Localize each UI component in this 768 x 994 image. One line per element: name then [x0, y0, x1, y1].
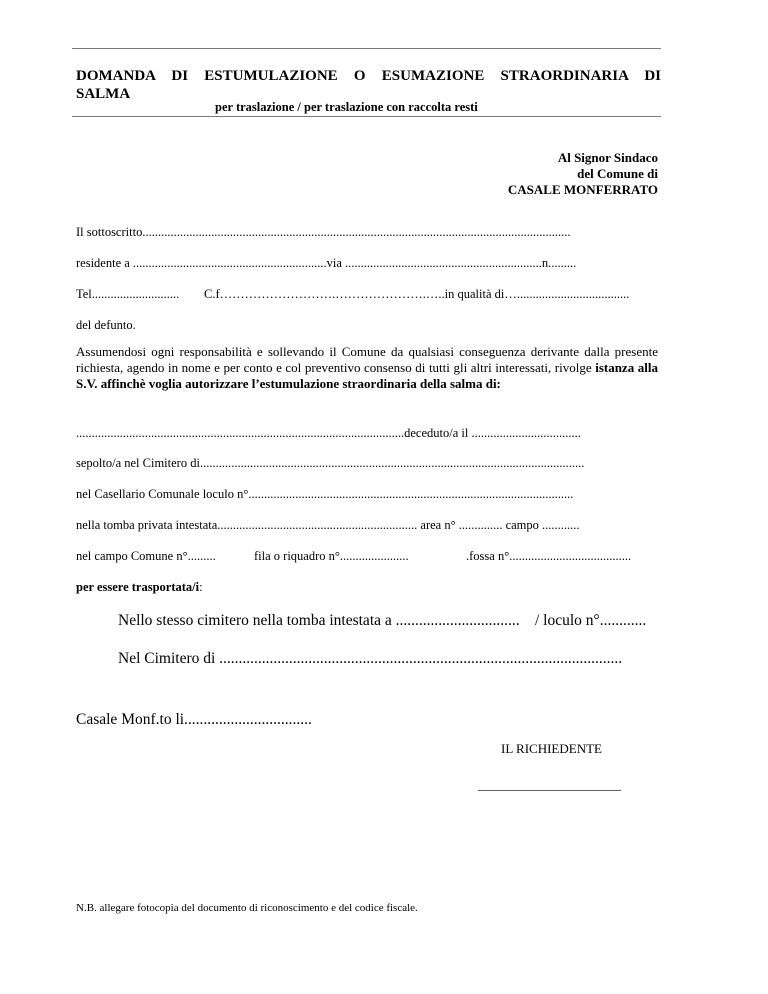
document-subtitle: per traslazione / per traslazione con raccolta resti [215, 100, 478, 114]
field-cf[interactable]: C.f……………………….………………….…..in qualità di….................................... [204, 287, 630, 301]
field-residente[interactable]: residente a ..............................................................via ...............................................................n......... [76, 256, 577, 270]
request-bold-text: istanza alla S.V. affinchè voglia autorizzare l’estumulazione straordinaria della salma di: [76, 360, 658, 391]
document-title-continued: SALMA [76, 86, 131, 102]
field-casellario[interactable]: nel Casellario Comunale loculo n°........................................................................................................ [76, 487, 574, 501]
transport-option-same-cemetery[interactable]: Nello stesso cimitero nella tomba intestata a ................................ [118, 612, 520, 629]
richiedente-label: IL RICHIEDENTE [501, 741, 602, 756]
request-text: Assumendosi ogni responsabilità e sollevando il Comune da qualsiasi conseguenza derivante dalla presente richiesta, agendo in nome e per conto e col preventivo consenso di tutti gli altri interessati, rivolge [76, 344, 658, 375]
header-rule [72, 116, 661, 117]
transport-label-colon: : [199, 580, 203, 594]
field-fila[interactable]: fila o riquadro n°...................... [254, 549, 409, 563]
signature-line[interactable]: ______________________ [478, 777, 621, 792]
recipient-line-3: CASALE MONFERRATO [507, 182, 658, 197]
recipient-line-2: del Comune di [577, 166, 658, 181]
request-paragraph [76, 344, 658, 392]
transport-option-other-cemetery[interactable]: Nel Cimitero di ........................................................................................................ [118, 650, 623, 667]
field-sepolto[interactable]: sepolto/a nel Cimitero di........................................................................................................................... [76, 456, 585, 470]
field-sottoscritto[interactable]: Il sottoscritto......................................................................................................................................... [76, 225, 571, 239]
field-tel[interactable]: Tel............................ [76, 287, 180, 301]
place-date-field[interactable]: Casale Monf.to li................................. [76, 711, 312, 728]
transport-label [76, 580, 203, 595]
top-rule [72, 48, 661, 49]
transport-option-loculo[interactable]: / loculo n°............ [535, 612, 647, 629]
document-title: DOMANDA DI ESTUMULAZIONE O ESUMAZIONE STRAORDINARIA DI [76, 68, 661, 84]
recipient-line-1: Al Signor Sindaco [557, 150, 658, 165]
field-campo[interactable]: nel campo Comune n°......... [76, 549, 216, 563]
field-tomba[interactable]: nella tomba privata intestata................................................................ area n° .............. campo ............ [76, 518, 580, 532]
defunto-label: del defunto. [76, 318, 136, 332]
footnote: N.B. allegare fotocopia del documento di riconoscimento e del codice fiscale. [76, 902, 418, 914]
field-fossa[interactable]: .fossa n°....................................... [466, 549, 632, 563]
transport-label-text: per essere trasportata/i [76, 580, 200, 594]
field-deceduto[interactable]: .........................................................................................................deceduto/a il ................................... [76, 426, 581, 440]
